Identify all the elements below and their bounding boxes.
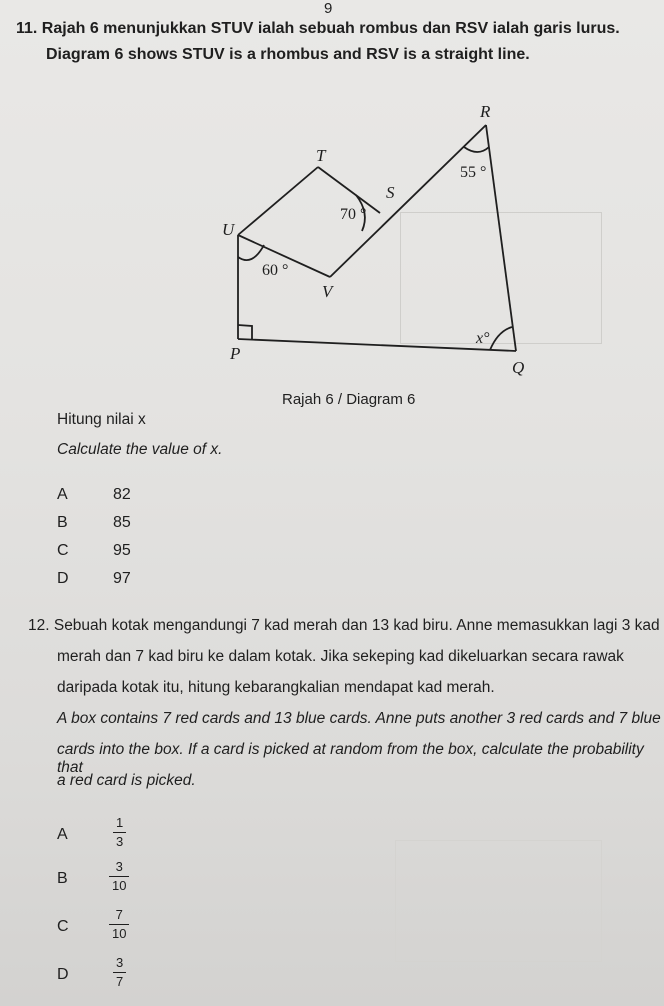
- label-t: T: [316, 146, 326, 165]
- diagram-6: [0, 95, 664, 395]
- line-ut: [238, 167, 318, 235]
- angle-r-value: 55 °: [460, 164, 487, 181]
- q12-text-en-2: cards into the box. If a card is picked at random from the box, calculate the probability that: [57, 741, 644, 776]
- q12-text-ms-2: merah dan 7 kad biru ke dalam kotak. Jika sekeping kad dikeluarkan secara rawak: [57, 648, 624, 665]
- q11-title-ms: 11. Rajah 6 menunjukkan STUV ialah sebuah rombus dan RSV ialah garis lurus.: [16, 20, 620, 37]
- line-rq: [486, 125, 516, 351]
- label-r: R: [480, 102, 491, 121]
- label-s: S: [386, 183, 395, 202]
- label-u: U: [222, 220, 235, 239]
- arc-r: [464, 147, 489, 152]
- right-angle-p: [238, 325, 252, 340]
- fraction: $\frac{3}{10}$: [109, 860, 129, 892]
- fraction: $\frac{3}{7}$: [113, 956, 126, 988]
- q12-text-en-3: a red card is picked.: [57, 772, 196, 789]
- q12-text-ms-1: 12. Sebuah kotak mengandungi 7 kad merah dan 13 kad biru. Anne memasukkan lagi 3 kad: [28, 617, 660, 634]
- line-rsv: [330, 125, 486, 277]
- q11-instruction-en: Calculate the value of x.: [57, 441, 223, 458]
- q12-text-en-1: A box contains 7 red cards and 13 blue cards. Anne puts another 3 red cards and 7 blue: [57, 710, 661, 727]
- arc-u: [238, 245, 264, 260]
- label-v: V: [322, 282, 333, 301]
- arc-q: [490, 327, 512, 350]
- q11-instruction-ms: Hitung nilai x: [57, 411, 146, 428]
- q12-text-ms-3: daripada kotak itu, hitung kebarangkalian mendapat kad merah.: [57, 679, 495, 696]
- angle-q-value: x°: [476, 330, 490, 347]
- page-number: 9: [324, 0, 333, 17]
- angle-s-value: 70 °: [340, 206, 367, 223]
- faint-box: [395, 840, 602, 962]
- label-p: P: [230, 344, 241, 363]
- label-q: Q: [512, 358, 525, 377]
- fraction: $\frac{1}{3}$: [113, 816, 126, 848]
- angle-u-value: 60 °: [262, 262, 289, 279]
- diagram-caption: Rajah 6 / Diagram 6: [282, 391, 416, 408]
- fraction: $\frac{7}{10}$: [109, 908, 129, 940]
- line-pq: [238, 339, 516, 351]
- q11-title-en: Diagram 6 shows STUV is a rhombus and RSV is a straight line.: [46, 46, 530, 63]
